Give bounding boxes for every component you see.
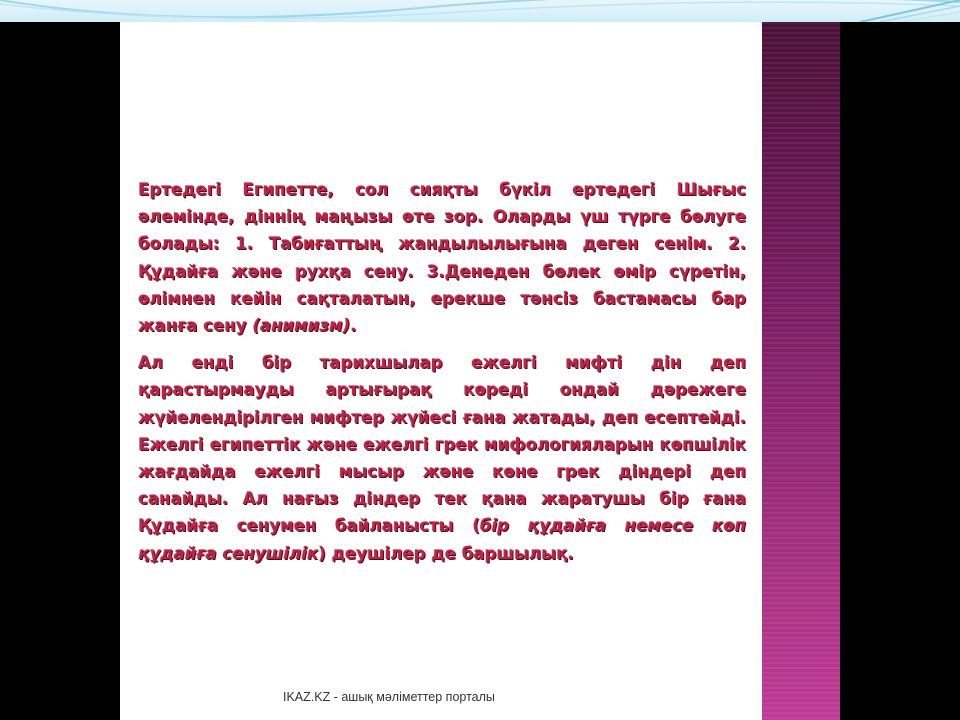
paragraph-2-tail: ) деушілер де баршылық. bbox=[318, 543, 574, 563]
paragraph-1-emphasis: (анимизм) bbox=[252, 316, 351, 336]
paragraph-1-text: Ертедегі Египетте, сол сияқты бүкіл ертедегі Шығыс әлемінде, діннің маңызы өте зор. Оларды үш түрге бөлуге болады: 1. Табиғаттың жандылылығына деген сенім. 2. Құдайға және рухқа сену. 3.Денеден бөлек өмір сүретін, өлімнен кейін сақталатын, ерекше тәнсіз бастамасы бар жанға сену bbox=[138, 180, 746, 336]
footer-source-label: IKAZ.KZ - ашық мәліметтер порталы bbox=[283, 690, 495, 704]
paragraph-2-text: Ал енді бір тарихшылар ежелгі мифті дін деп қарастырмауды артығырақ көреді ондай дәрежеге жүйелендірілген мифтер жүйесі ғана жатады, деп есептейді. Ежелгі египеттік және ежелгі грек мифологияларын көпшілік жағдайда ежелгі мысыр және көне грек діндері деп санайды. Ал нағыз діндер тек қана жаратушы бір ғана Құдайға сенумен байланысты ( bbox=[138, 353, 746, 536]
wave-decoration-icon bbox=[0, 0, 960, 22]
paragraph-historians-view bbox=[138, 349, 746, 567]
paragraph-1-tail: . bbox=[350, 316, 357, 336]
decorative-purple-strip bbox=[762, 22, 840, 720]
slide-text-body bbox=[138, 176, 746, 567]
top-decorative-band bbox=[0, 0, 960, 22]
paragraph-2-emphasis: бір құдайға немесе көп құдайға сенушілік bbox=[138, 516, 746, 563]
paragraph-religion-types bbox=[138, 176, 746, 339]
